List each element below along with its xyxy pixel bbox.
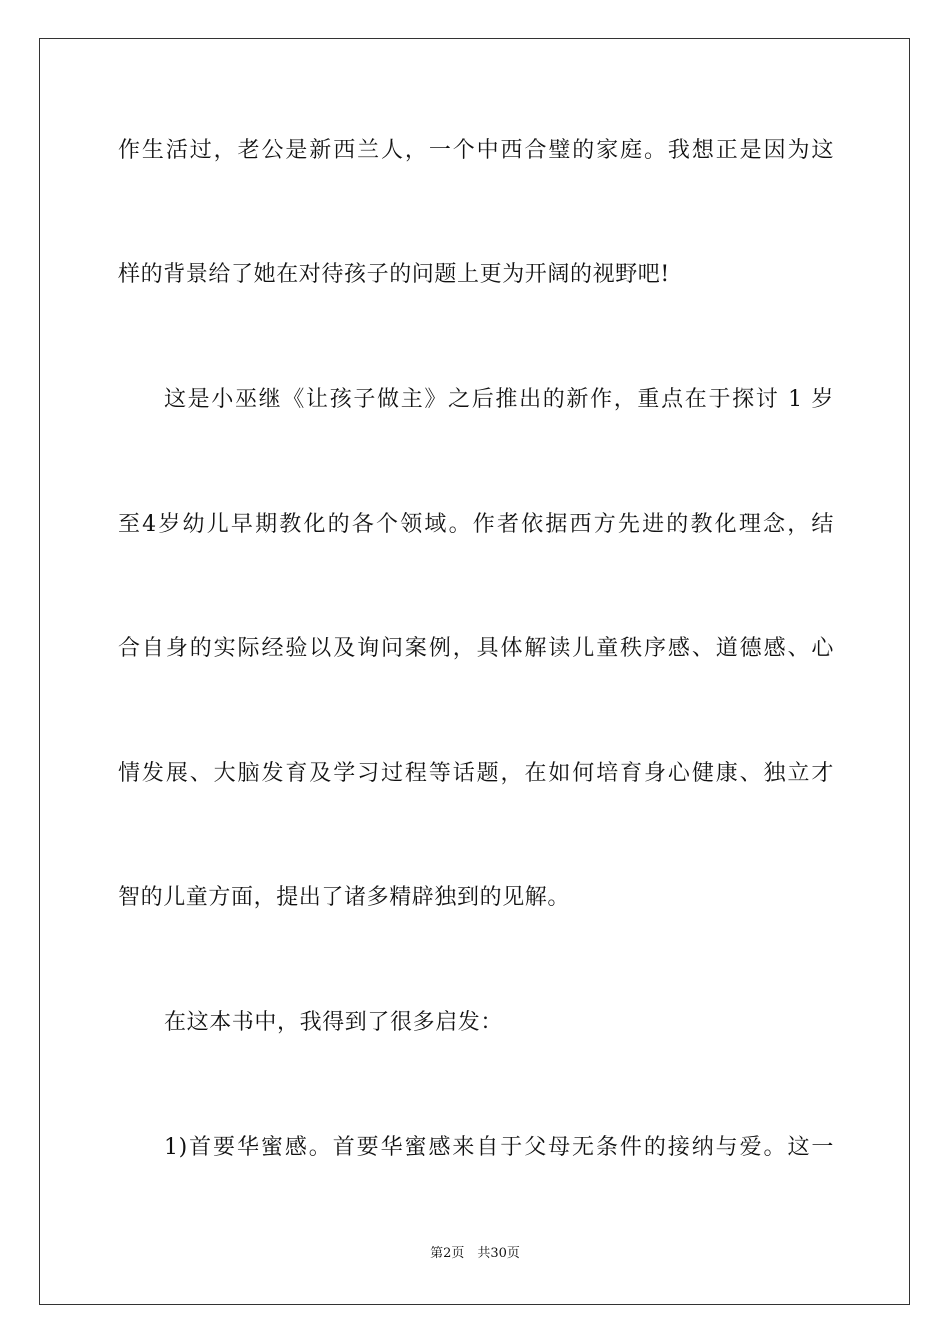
text-line-6: 情发展、大脑发育及学习过程等话题，在如何培育身心健康、独立才	[118, 761, 834, 786]
text-line-9: 1)首要华蜜感。首要华蜜感来自于父母无条件的接纳与爱。这一	[164, 1135, 834, 1160]
text-line-4: 至4岁幼儿早期教化的各个领域。作者依据西方先进的教化理念，结	[118, 512, 834, 537]
text-line-1: 作生活过，老公是新西兰人，一个中西合璧的家庭。我想正是因为这	[118, 138, 834, 163]
text-line-2: 样的背景给了她在对待孩子的问题上更为开阔的视野吧!	[118, 262, 670, 287]
text-line-3: 这是小巫继《让孩子做主》之后推出的新作，重点在于探讨 1 岁	[164, 387, 834, 412]
page-number-label: 第2页 共30页	[430, 1246, 520, 1261]
text-line-8: 在这本书中，我得到了很多启发：	[164, 1010, 504, 1035]
text-line-5: 合自身的实际经验以及询问案例，具体解读儿童秩序感、道德感、心	[118, 636, 834, 661]
text-line-7: 智的儿童方面，提出了诸多精辟独到的见解。	[118, 885, 571, 910]
page-border	[39, 38, 910, 1305]
page-footer	[0, 1246, 950, 1262]
